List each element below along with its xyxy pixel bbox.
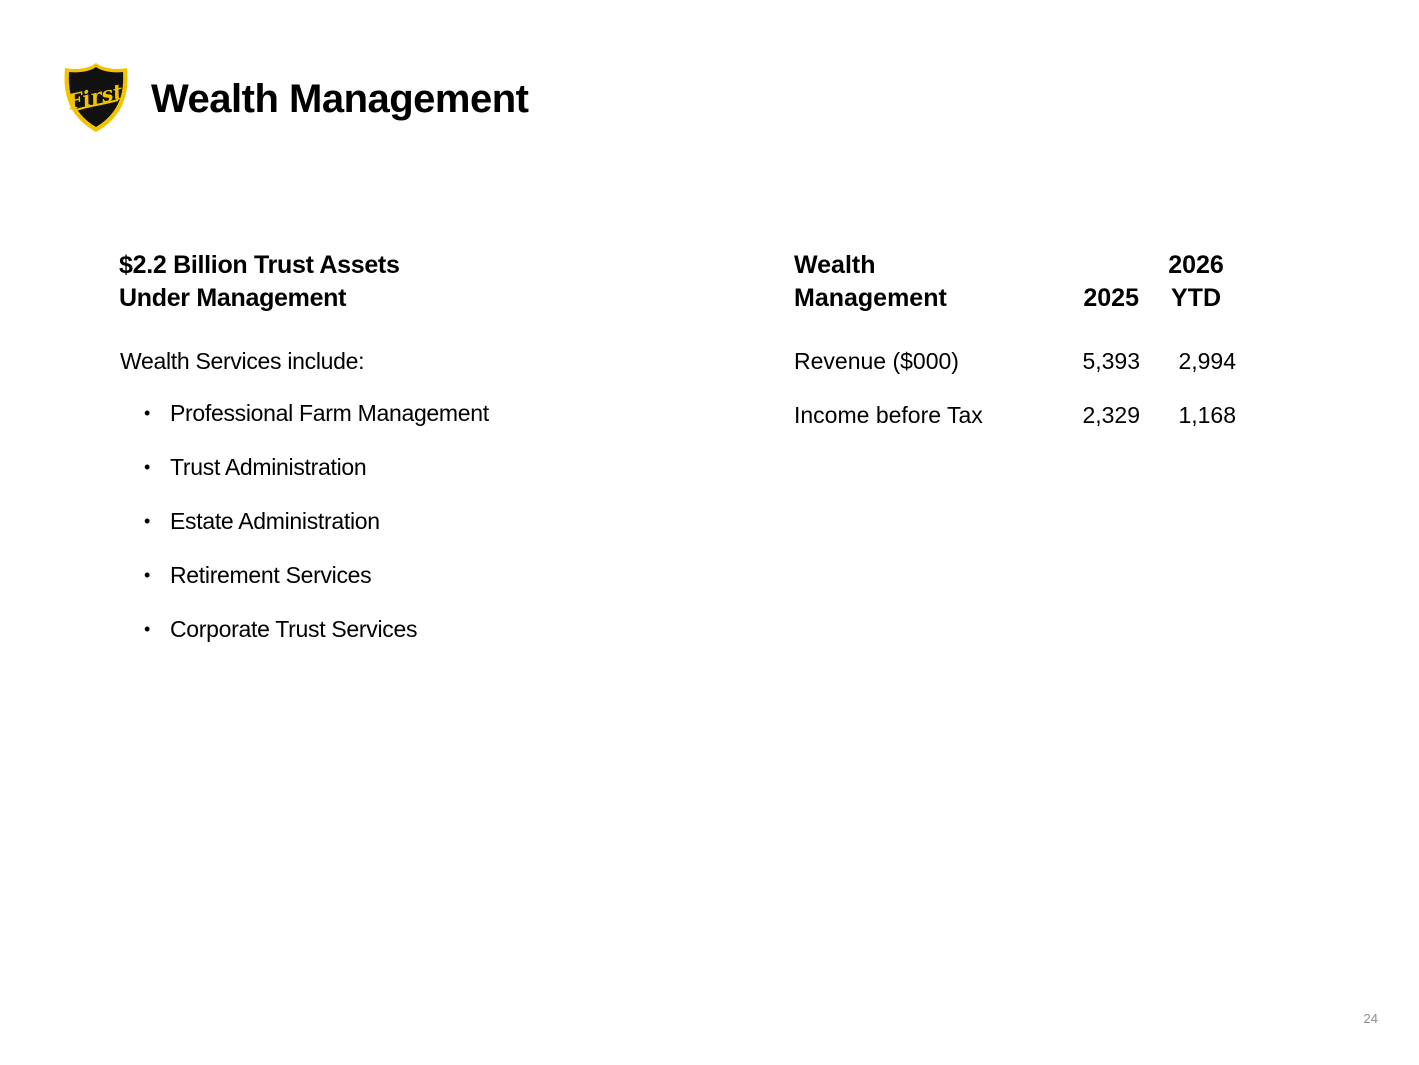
- header-col-2026-line-1: 2026: [1168, 251, 1224, 279]
- header-col-2026-line-2: YTD: [1171, 284, 1221, 312]
- row-value-2026-ytd: 1,168: [1178, 402, 1236, 428]
- row-label: Income before Tax: [794, 402, 983, 428]
- row-value-2026-ytd: 2,994: [1178, 348, 1236, 374]
- row-value-2025: 5,393: [1082, 348, 1140, 374]
- list-item: [140, 616, 489, 670]
- bullet-icon: •: [144, 403, 151, 423]
- header-label-line-1: Wealth: [794, 251, 876, 279]
- row-label: Revenue ($000): [794, 348, 959, 374]
- service-label: Corporate Trust Services: [170, 616, 418, 642]
- list-item: [140, 508, 489, 562]
- service-label: Estate Administration: [170, 508, 380, 534]
- header-col-2025: 2025: [1083, 284, 1139, 312]
- services-list: [140, 400, 489, 670]
- table-row: [794, 402, 1254, 456]
- table-header: [794, 249, 1254, 348]
- service-label: Professional Farm Management: [170, 400, 489, 426]
- header-col-2026-ytd: [1156, 249, 1236, 315]
- bullet-icon: •: [144, 457, 151, 477]
- first-shield-logo: [60, 60, 132, 136]
- bullet-icon: •: [144, 565, 151, 585]
- header-label-line-2: Management: [794, 284, 947, 312]
- service-label: Trust Administration: [170, 454, 367, 480]
- page-title: Wealth Management: [151, 77, 529, 121]
- header-label: [794, 249, 947, 315]
- list-item: [140, 454, 489, 508]
- bullet-icon: •: [144, 511, 151, 531]
- heading-line-2: Under Management: [119, 284, 347, 312]
- bullet-icon: •: [144, 619, 151, 639]
- trust-assets-heading: [119, 249, 400, 315]
- services-intro: Wealth Services include:: [120, 348, 365, 374]
- page-number: 24: [1363, 1011, 1378, 1026]
- table-row: [794, 348, 1254, 402]
- service-label: Retirement Services: [170, 562, 372, 588]
- list-item: [140, 400, 489, 454]
- heading-line-1: $2.2 Billion Trust Assets: [119, 251, 400, 279]
- logo-text: First: [65, 78, 126, 115]
- wealth-management-table: [794, 249, 1254, 456]
- row-value-2025: 2,329: [1082, 402, 1140, 428]
- list-item: [140, 562, 489, 616]
